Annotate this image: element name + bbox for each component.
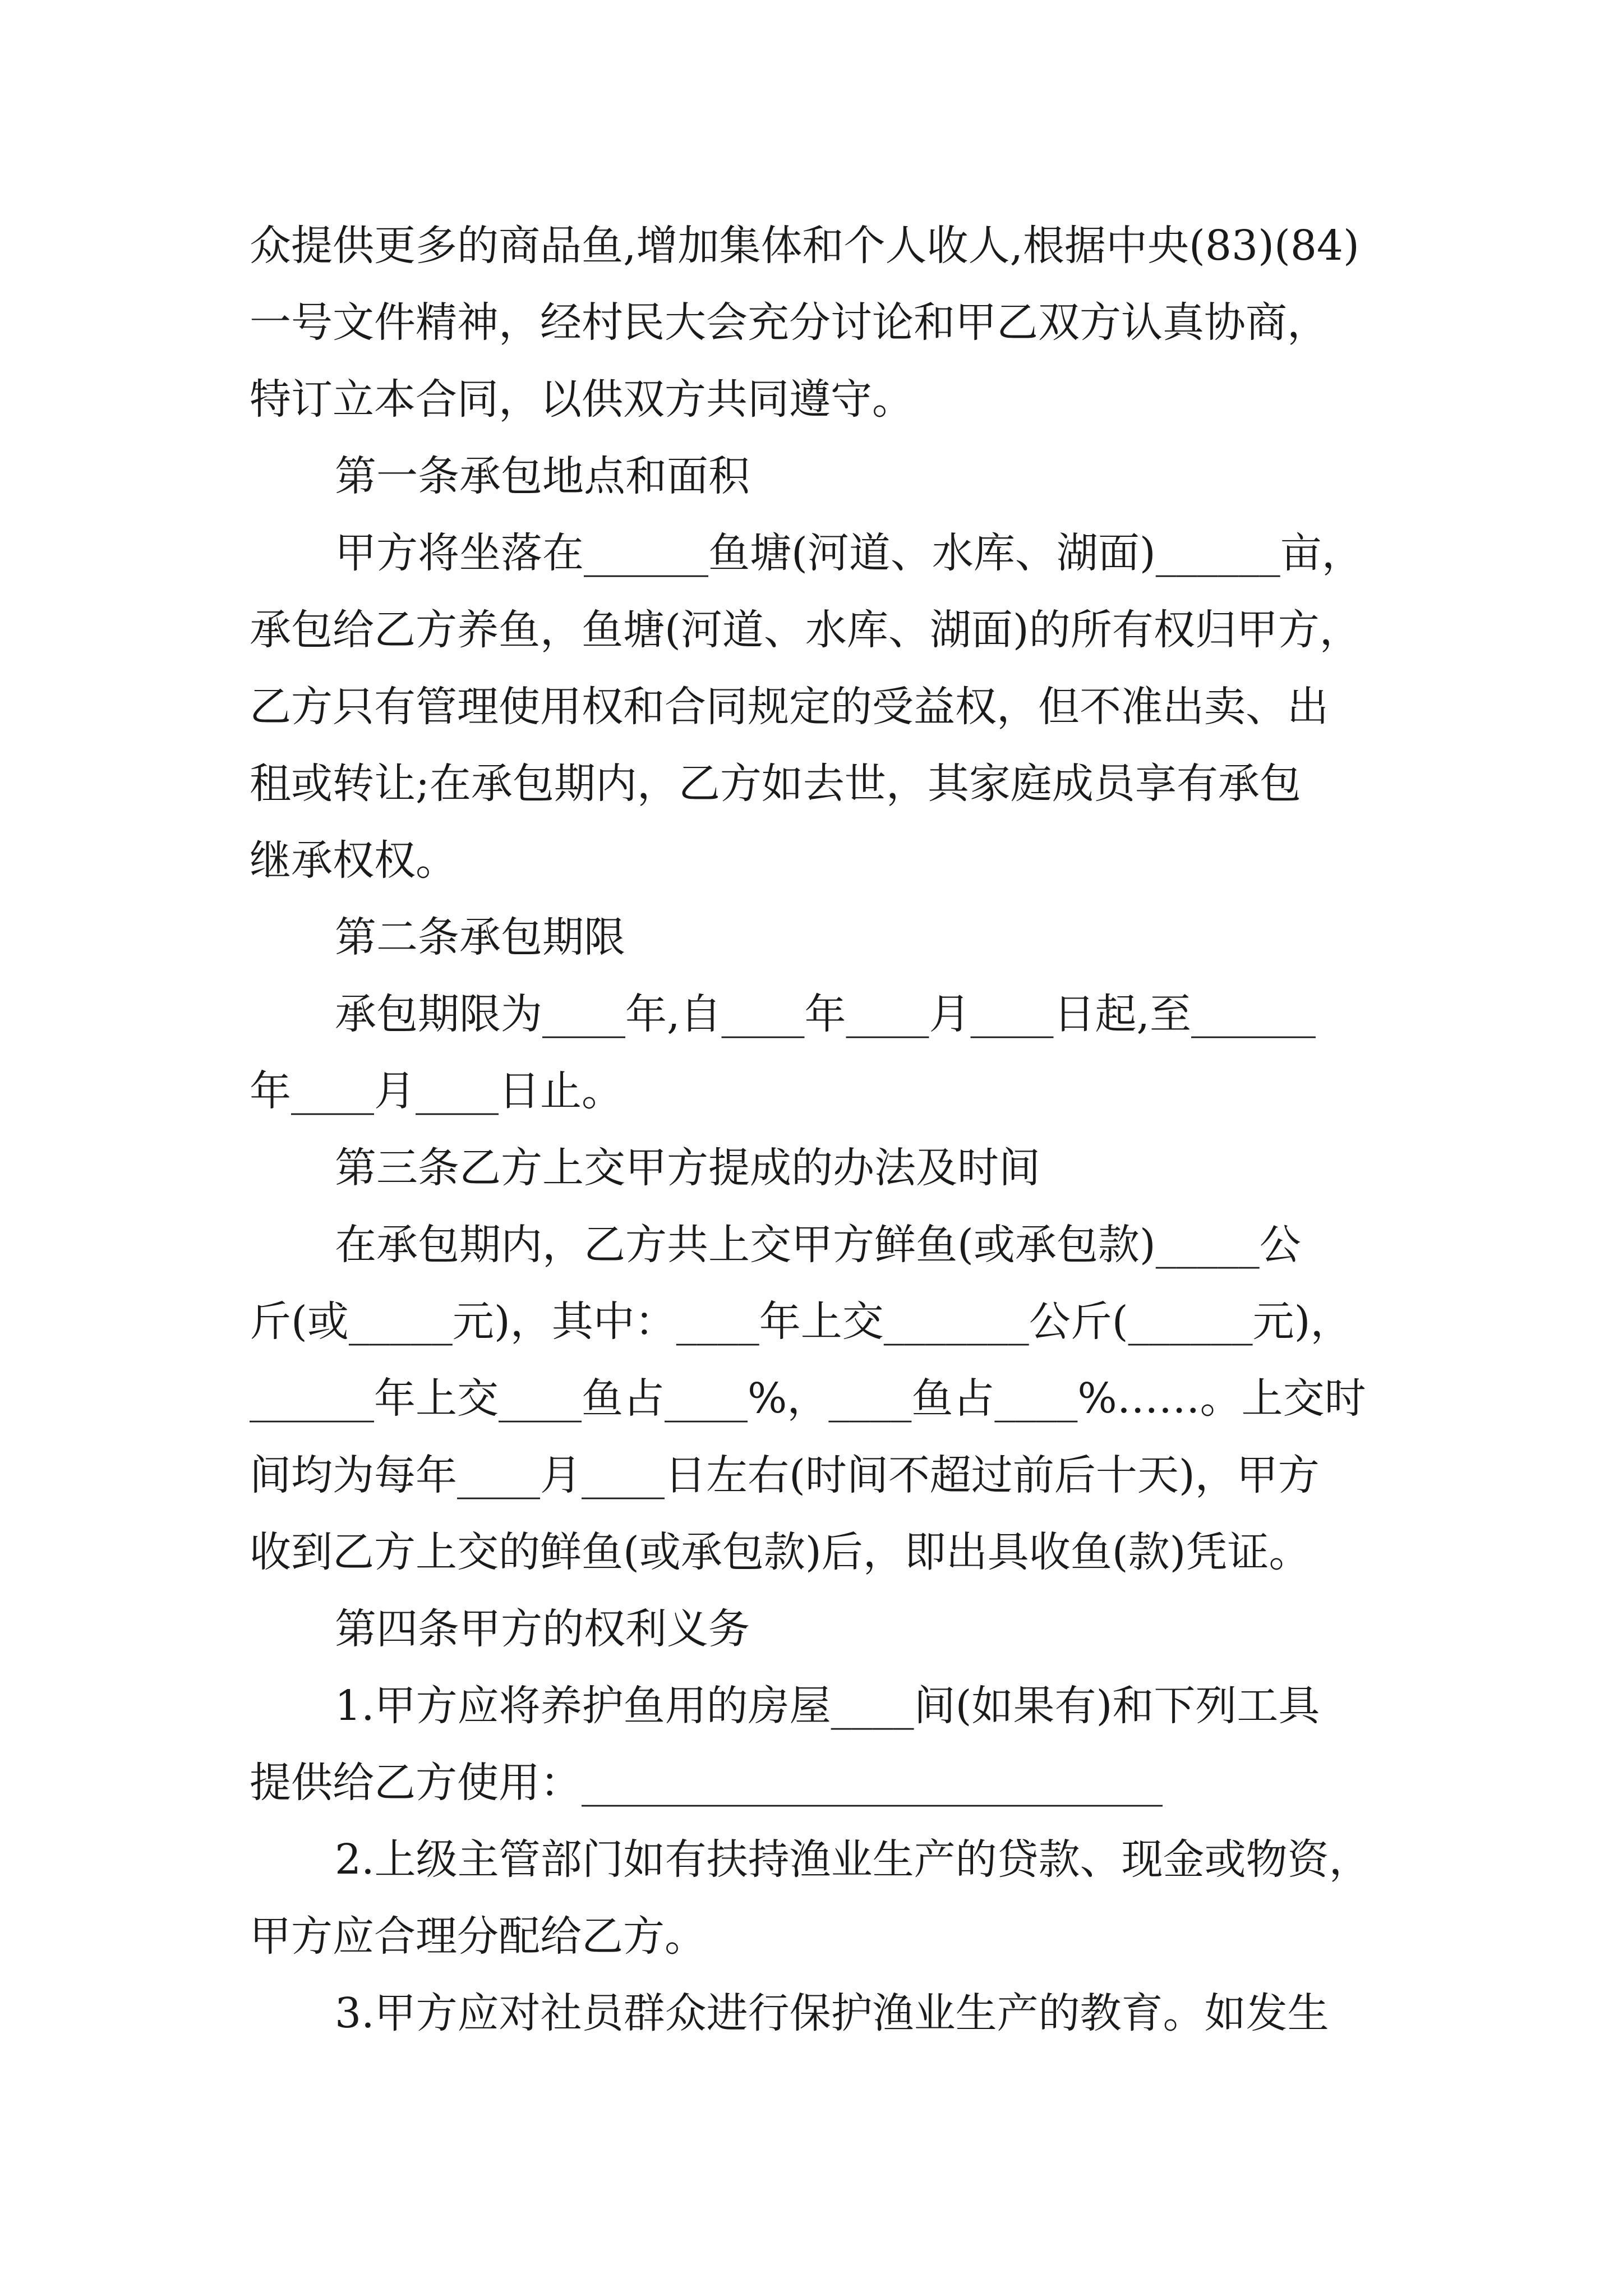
text-line: 1.甲方应将养护鱼用的房屋____间(如果有)和下列工具 (335, 1682, 1320, 1730)
text-line: 斤(或_____元)，其中：____年上交_______公斤(______元)， (250, 1297, 1352, 1346)
text-line: 第一条承包地点和面积 (335, 452, 750, 500)
text-line: 收到乙方上交的鲜鱼(或承包款)后，即出具收鱼(款)凭证。 (250, 1528, 1311, 1576)
text-line: ______年上交____鱼占____%，____鱼占____%……。上交时 (250, 1374, 1366, 1423)
text-line: 租或转让;在承包期内，乙方如去世，其家庭成员享有承包 (250, 760, 1301, 808)
text-line: 继承权权。 (250, 836, 457, 885)
text-line: 众提供更多的商品鱼,增加集体和个人收人,根据中央(83)(84) (250, 222, 1359, 270)
text-line: 甲方将坐落在______鱼塘(河道、水库、湖面)______亩， (335, 529, 1363, 577)
document-body (250, 208, 1394, 2052)
text-line: 第四条甲方的权利义务 (335, 1605, 750, 1653)
text-line: 一号文件精神，经村民大会充分讨论和甲乙双方认真协商， (250, 298, 1329, 347)
text-line: 第三条乙方上交甲方提成的办法及时间 (335, 1144, 1040, 1192)
text-line: 间均为每年____月____日左右(时间不超过前后十天)，甲方 (250, 1451, 1320, 1499)
text-line: 乙方只有管理使用权和合同规定的受益权，但不准出卖、出 (250, 683, 1329, 731)
text-line: 承包期限为____年,自____年____月____日起,至______ (335, 990, 1316, 1038)
text-line: 承包给乙方养鱼，鱼塘(河道、水库、湖面)的所有权归甲方， (250, 606, 1361, 654)
text-line: 特订立本合同，以供双方共同遵守。 (250, 375, 914, 424)
text-line: 3.甲方应对社员群众进行保护渔业生产的教育。如发生 (335, 1989, 1329, 2037)
text-line: 年____月____日止。 (250, 1067, 623, 1115)
text-line: 提供给乙方使用：____________________________ (250, 1759, 1163, 1807)
text-line: 甲方应合理分配给乙方。 (250, 1912, 706, 1961)
text-line: 第二条承包期限 (335, 913, 625, 961)
text-line: 2.上级主管部门如有扶持渔业生产的贷款、现金或物资， (335, 1835, 1371, 1884)
text-line: 在承包期内，乙方共上交甲方鲜鱼(或承包款)_____公 (335, 1221, 1301, 1269)
